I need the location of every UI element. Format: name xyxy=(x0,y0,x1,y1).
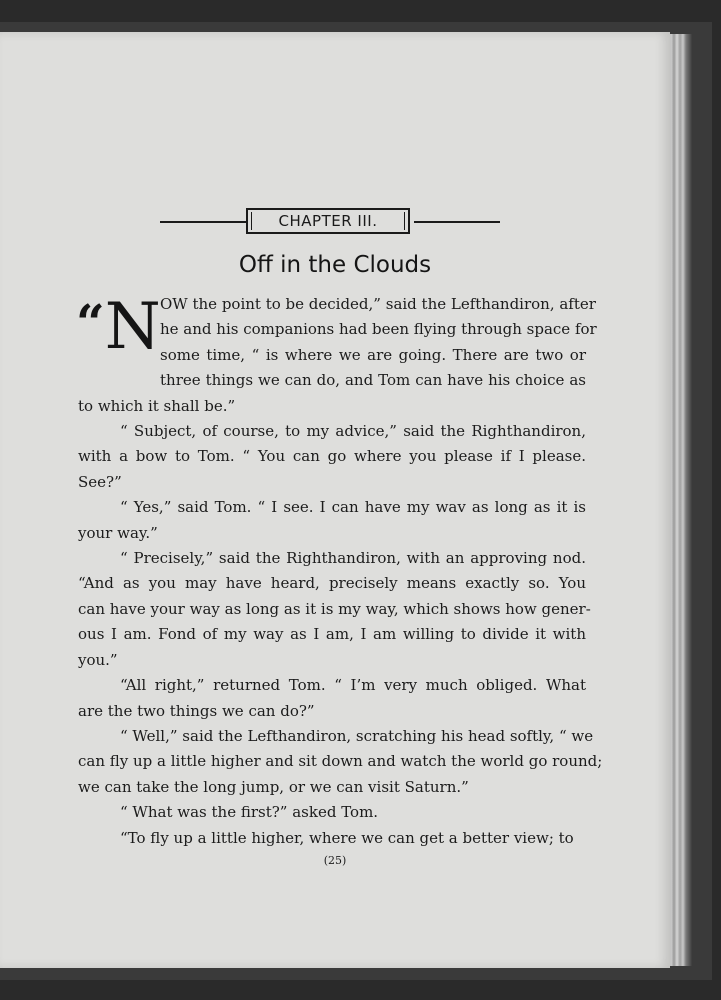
chapter-title: Off in the Clouds xyxy=(238,252,432,278)
text-line: See?” xyxy=(78,472,122,491)
chapter-label: CHAPTER III. xyxy=(246,208,410,234)
text-line: some time, “ is where we are going. There are two or xyxy=(160,345,586,364)
text-line: can have your way as long as it is my way, which shows how gener- xyxy=(78,599,591,618)
text-line: your way.” xyxy=(78,523,158,542)
text-line: to which it shall be.” xyxy=(78,396,236,415)
text-line: ous I am. Fond of my way as I am, I am willing to divide it with xyxy=(78,625,586,644)
text-line: “ Yes,” said Tom. “ I see. I can have my wav as long as it is xyxy=(120,498,586,517)
body-text xyxy=(76,290,603,851)
drop-cap-letter: N xyxy=(104,290,161,364)
text-line: are the two things we can do?” xyxy=(78,701,315,720)
book-page xyxy=(0,32,670,968)
drop-cap xyxy=(76,290,161,364)
text-line: “ Well,” said the Lefthandiron, scratching his head softly, “ we xyxy=(120,726,594,745)
paragraph xyxy=(78,800,586,825)
page-number: (25) xyxy=(323,854,347,867)
text-line: three things we can do, and Tom can have his choice as xyxy=(160,371,586,390)
drop-cap-quote: “ xyxy=(76,293,105,352)
text-line: “ Precisely,” said the Righthandiron, with an approving nod. xyxy=(120,549,586,568)
text-line: can fly up a little higher and sit down and watch the world go round; xyxy=(78,752,603,771)
text-line: “ What was the first?” asked Tom. xyxy=(120,803,379,822)
paragraph xyxy=(78,495,586,546)
text-line: he and his companions had been flying through space for xyxy=(160,320,597,339)
paragraph xyxy=(78,419,586,495)
text-line: “All right,” returned Tom. “ I’m very much obliged. What xyxy=(120,676,586,695)
paragraph xyxy=(78,673,586,724)
text-line: with a bow to Tom. “ You can go where you please if I please. xyxy=(78,447,586,466)
text-line: OW the point to be decided,” said the Lefthandiron, after xyxy=(160,295,596,313)
text-line: you.” xyxy=(78,650,118,669)
text-line: “And as you may have heard, precisely means exactly so. You xyxy=(78,574,586,593)
text-line: “ Subject, of course, to my advice,” said the Righthandiron, xyxy=(120,422,586,441)
chapter-heading xyxy=(160,208,500,238)
paragraph xyxy=(78,724,603,800)
page-edges xyxy=(668,34,692,966)
paragraph xyxy=(78,826,586,851)
paragraphs xyxy=(78,292,603,851)
paragraph xyxy=(78,546,591,673)
heading-rule-right xyxy=(414,221,500,223)
text-line: we can take the long jump, or we can visit Saturn.” xyxy=(78,777,469,796)
heading-rule-left xyxy=(160,221,246,223)
text-line: “To fly up a little higher, where we can get a better view; to xyxy=(120,828,574,847)
